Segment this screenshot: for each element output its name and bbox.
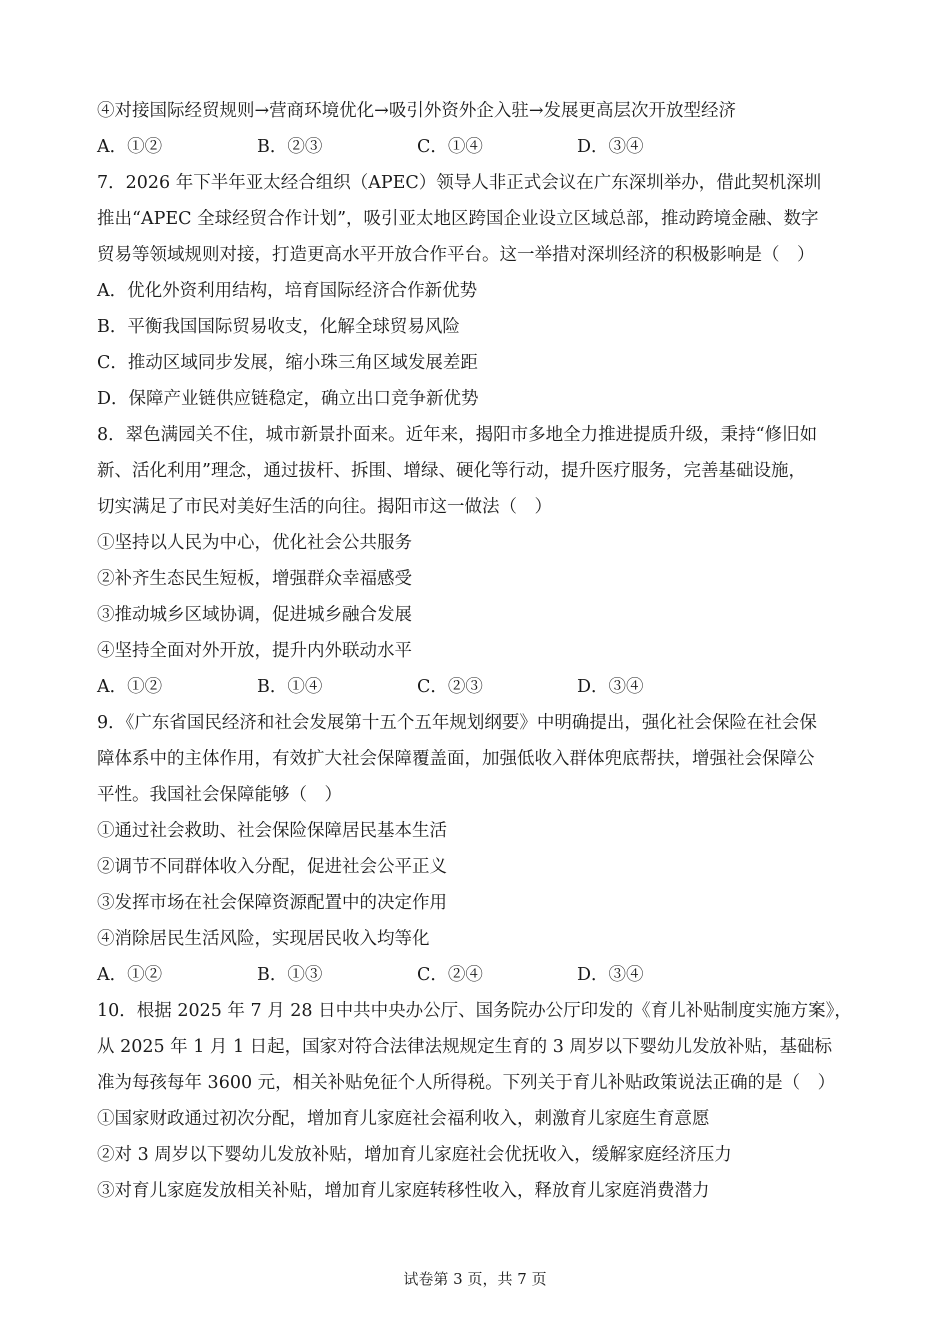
q9-choice-d: D．③④ [577, 965, 644, 985]
q7-option-d: D．保障产业链供应链稳定，确立出口竞争新优势 [97, 389, 479, 409]
q8-choice-b: B．①④ [257, 677, 323, 697]
q7-option-a: A．优化外资利用结构，培育国际经济合作新优势 [97, 281, 478, 301]
q10-stem-line-1: 10．根据 2025 年 7 月 28 日中共中央办公厅、国务院办公厅印发的《育儿补贴制度实施方案》， [97, 1001, 852, 1021]
q8-item-1: ①坚持以人民为中心，优化社会公共服务 [97, 533, 412, 553]
question-7 [97, 165, 857, 417]
q6-choice-d: D．③④ [577, 137, 644, 157]
q9-choice-b: B．①③ [257, 965, 323, 985]
q7-stem-line-1: 7．2026 年下半年亚太经合组织（APEC）领导人非正式会议在广东深圳举办，借此契机深圳 [97, 173, 822, 193]
q6-choice-a: A．①② [97, 137, 163, 157]
q10-item-3: ③对育儿家庭发放相关补贴，增加育儿家庭转移性收入，释放育儿家庭消费潜力 [97, 1181, 710, 1201]
q9-stem-line-1: 9．《广东省国民经济和社会发展第十五个五年规划纲要》中明确提出，强化社会保险在社会保 [97, 713, 817, 733]
q6-choice-c: C．①④ [417, 137, 483, 157]
q10-stem-line-2: 从 2025 年 1 月 1 日起，国家对符合法律法规规定生育的 3 周岁以下婴幼儿发放补贴，基础标 [97, 1037, 832, 1057]
q10-stem-line-3: 准为每孩每年 3600 元，相关补贴免征个人所得税。下列关于育儿补贴政策说法正确的是（ ） [97, 1073, 836, 1093]
q8-item-3: ③推动城乡区域协调，促进城乡融合发展 [97, 605, 412, 625]
q7-stem-line-3: 贸易等领域规则对接，打造更高水平开放合作平台。这一举措对深圳经济的积极影响是（ ） [97, 245, 815, 265]
question-10 [97, 993, 857, 1209]
q9-item-4: ④消除居民生活风险，实现居民收入均等化 [97, 929, 430, 949]
q10-item-1: ①国家财政通过初次分配，增加育儿家庭社会福利收入，刺激育儿家庭生育意愿 [97, 1109, 710, 1129]
q8-item-2: ②补齐生态民生短板，增强群众幸福感受 [97, 569, 412, 589]
q8-stem-line-1: 8．翠色满园关不住，城市新景扑面来。近年来，揭阳市多地全力推进提质升级，秉持“修旧如 [97, 425, 818, 445]
q9-item-2: ②调节不同群体收入分配，促进社会公平正义 [97, 857, 447, 877]
q8-choice-a: A．①② [97, 677, 163, 697]
q9-item-3: ③发挥市场在社会保障资源配置中的决定作用 [97, 893, 447, 913]
page-content [97, 93, 857, 1209]
q9-choice-c: C．②④ [417, 965, 483, 985]
q9-stem-line-3: 平性。我国社会保障能够（ ） [97, 785, 342, 805]
q6-choices [97, 129, 857, 165]
q8-choice-c: C．②③ [417, 677, 483, 697]
q7-option-b: B．平衡我国国际贸易收支，化解全球贸易风险 [97, 317, 460, 337]
question-8 [97, 417, 857, 705]
q8-stem-line-2: 新、活化利用”理念，通过拔杆、拆围、增绿、硬化等行动，提升医疗服务，完善基础设施， [97, 461, 806, 481]
q8-item-4: ④坚持全面对外开放，提升内外联动水平 [97, 641, 412, 661]
q8-choice-d: D．③④ [577, 677, 644, 697]
q9-item-1: ①通过社会救助、社会保险保障居民基本生活 [97, 821, 447, 841]
q9-stem-line-2: 障体系中的主体作用，有效扩大社会保障覆盖面，加强低收入群体兜底帮扶，增强社会保障公 [97, 749, 815, 769]
q7-stem-line-2: 推出“APEC 全球经贸合作计划”，吸引亚太地区跨国企业设立区域总部，推动跨境金融、数字 [97, 209, 819, 229]
q8-stem-line-3: 切实满足了市民对美好生活的向往。揭阳市这一做法（ ） [97, 497, 552, 517]
q8-choices [97, 669, 857, 705]
q10-item-2: ②对 3 周岁以下婴幼儿发放补贴，增加育儿家庭社会优抚收入，缓解家庭经济压力 [97, 1145, 732, 1165]
q6-choice-b: B．②③ [257, 137, 323, 157]
q7-option-c: C．推动区域同步发展，缩小珠三角区域发展差距 [97, 353, 478, 373]
question-9 [97, 705, 857, 993]
q9-choices [97, 957, 857, 993]
q6-option-4: ④对接国际经贸规则→营商环境优化→吸引外资外企入驻→发展更高层次开放型经济 [97, 101, 736, 121]
page-footer: 试卷第 3 页，共 7 页 [403, 1270, 547, 1288]
q9-choice-a: A．①② [97, 965, 163, 985]
